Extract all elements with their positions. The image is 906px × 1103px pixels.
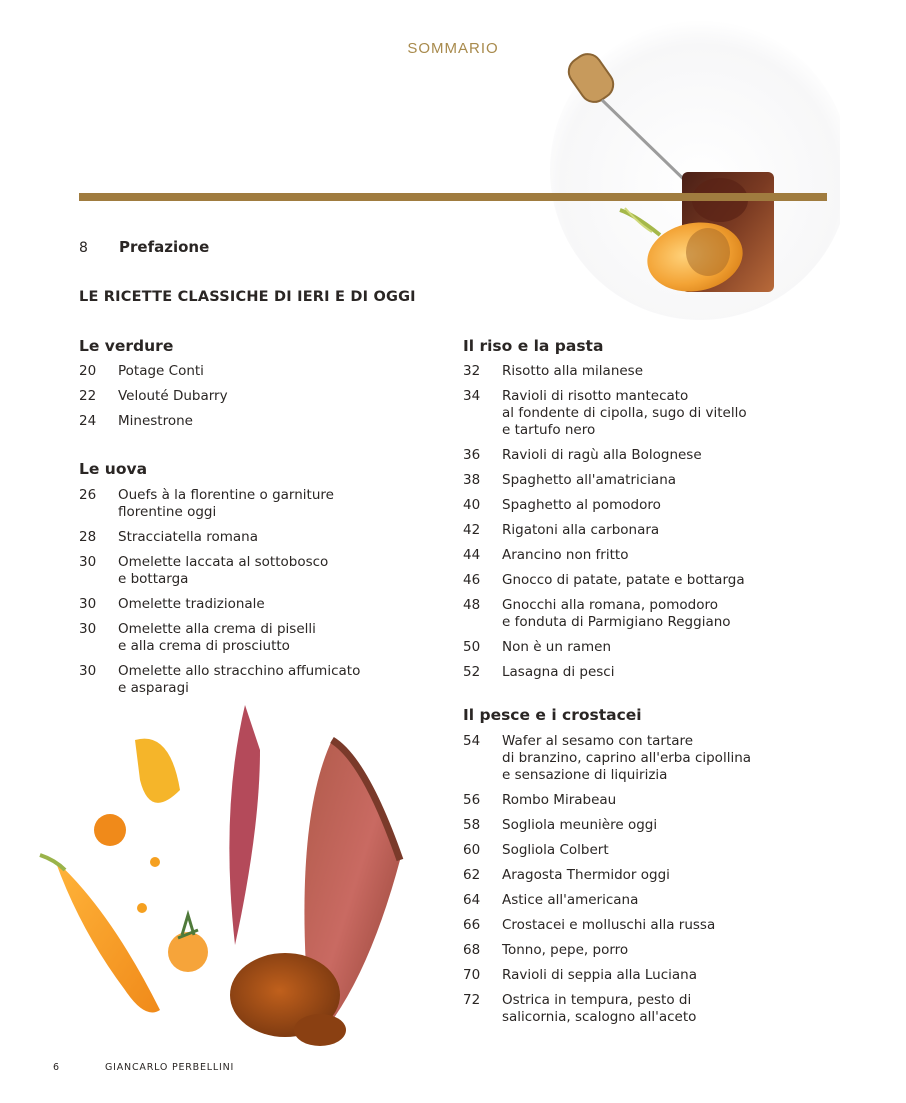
toc-entry-line: Arancino non fritto [502, 547, 629, 563]
section-title-verdure: Le verdure [79, 337, 174, 355]
toc-entry [79, 529, 409, 546]
toc-entry-page: 34 [463, 388, 481, 404]
toc-entry-line: salicornia, scalogno all'aceto [502, 1009, 697, 1025]
toc-entry-title [502, 917, 772, 934]
toc-entry-title [502, 547, 772, 564]
toc-entry-title [502, 967, 772, 984]
toc-entry-title [502, 522, 772, 539]
toc-entry-page: 26 [79, 487, 97, 503]
toc-entry [463, 792, 793, 809]
toc-entry [463, 497, 793, 514]
toc-entry [463, 867, 793, 884]
toc-entry-title [118, 529, 388, 546]
toc-entry-page: 44 [463, 547, 481, 563]
toc-entry-page: 32 [463, 363, 481, 379]
toc-entry-page: 62 [463, 867, 481, 883]
toc-entry [463, 967, 793, 984]
toc-entry-line: Crostacei e molluschi alla russa [502, 917, 716, 933]
section-title-riso: Il riso e la pasta [463, 337, 604, 355]
toc-entry-line: Wafer al sesamo con tartare [502, 733, 694, 749]
toc-entry [463, 639, 793, 656]
toc-entry [463, 472, 793, 489]
toc-entry-line: Ravioli di ragù alla Bolognese [502, 447, 702, 463]
toc-entry [463, 522, 793, 539]
toc-entry [463, 597, 793, 631]
toc-entry [463, 664, 793, 681]
toc-entry-title [502, 664, 772, 681]
toc-entry-page: 48 [463, 597, 481, 613]
toc-entry-title [502, 942, 772, 959]
page-title: SOMMARIO [407, 40, 499, 57]
toc-entry-page: 24 [79, 413, 97, 429]
header-divider [79, 193, 827, 201]
section-title-pesce: Il pesce e i crostacei [463, 706, 642, 724]
toc-entry-title [502, 497, 772, 514]
toc-entry [463, 892, 793, 909]
toc-entry [463, 917, 793, 934]
toc-entry-title [502, 597, 772, 631]
toc-entry-page: 66 [463, 917, 481, 933]
toc-entry-page: 54 [463, 733, 481, 749]
toc-entry-page: 72 [463, 992, 481, 1008]
toc-entry-page: 30 [79, 596, 97, 612]
toc-entry-page: 40 [463, 497, 481, 513]
toc-entry [463, 447, 793, 464]
toc-entry [79, 621, 409, 655]
toc-entry-title [502, 572, 772, 589]
toc-entry-line: Ouefs à la florentine o garniture [118, 487, 334, 503]
toc-entry-line: Ravioli di risotto mantecato [502, 388, 689, 404]
toc-entry-page: 56 [463, 792, 481, 808]
toc-entry-line: Astice all'americana [502, 892, 639, 908]
toc-entry [463, 547, 793, 564]
toc-entry-page: 60 [463, 842, 481, 858]
toc-entry-page: 64 [463, 892, 481, 908]
toc-entry-title [502, 867, 772, 884]
toc-entry-line: e alla crema di prosciutto [118, 638, 290, 654]
toc-entry-page: 46 [463, 572, 481, 588]
toc-entry-line: Omelette alla crema di piselli [118, 621, 316, 637]
toc-entry [463, 817, 793, 834]
toc-entry-line: Gnocchi alla romana, pomodoro [502, 597, 718, 613]
footer-page-number: 6 [53, 1062, 60, 1073]
toc-entry-title [118, 363, 388, 380]
toc-entry-line: Omelette allo stracchino affumicato [118, 663, 361, 679]
toc-entry-page: 30 [79, 621, 97, 637]
toc-entry-line: e asparagi [118, 680, 189, 696]
toc-entry-page: 42 [463, 522, 481, 538]
toc-entry-line: e sensazione di liquirizia [502, 767, 668, 783]
toc-entry-title [502, 447, 772, 464]
toc-entry-title [502, 842, 772, 859]
toc-entry-line: e tartufo nero [502, 422, 596, 438]
toc-entry-page: 68 [463, 942, 481, 958]
toc-entry-line: Spaghetto all'amatriciana [502, 472, 677, 488]
toc-entry-title [118, 621, 388, 655]
toc-entry-line: Velouté Dubarry [118, 388, 228, 404]
toc-entry [463, 842, 793, 859]
toc-entry [463, 942, 793, 959]
toc-entry-page: 22 [79, 388, 97, 404]
toc-entry-line: florentine oggi [118, 504, 217, 520]
toc-entry-line: Rombo Mirabeau [502, 792, 617, 808]
toc-entry-line: Ravioli di seppia alla Luciana [502, 967, 698, 983]
toc-entry-page: 52 [463, 664, 481, 680]
toc-entry-line: Stracciatella romana [118, 529, 258, 545]
toc-entry-line: Gnocco di patate, patate e bottarga [502, 572, 745, 588]
toc-entry [79, 363, 409, 380]
toc-entry-page: 38 [463, 472, 481, 488]
toc-entry-title [118, 487, 388, 521]
major-section-title: LE RICETTE CLASSICHE DI IERI E DI OGGI [79, 289, 416, 305]
toc-entry-title [118, 413, 388, 430]
footer-author: GIANCARLO PERBELLINI [105, 1062, 235, 1073]
toc-entry-line: Rigatoni alla carbonara [502, 522, 660, 538]
toc-entry-title [118, 388, 388, 405]
toc-entry-page: 58 [463, 817, 481, 833]
toc-entry-line: e bottarga [118, 571, 189, 587]
toc-entry [79, 413, 409, 430]
toc-entry [463, 992, 793, 1026]
preface-entry [79, 238, 209, 256]
section-title-uova: Le uova [79, 460, 148, 478]
toc-entry-page: 28 [79, 529, 97, 545]
duck-dish-photo [20, 690, 440, 1090]
toc-entry [463, 388, 793, 439]
toc-entry-title [502, 388, 772, 439]
toc-entry-line: al fondente di cipolla, sugo di vitello [502, 405, 747, 421]
toc-entry-page: 50 [463, 639, 481, 655]
toc-entry-title [118, 596, 388, 613]
toc-entry-page: 30 [79, 554, 97, 570]
toc-entry-title [502, 733, 772, 784]
toc-entry-title [502, 472, 772, 489]
toc-entry-line: Tonno, pepe, porro [502, 942, 629, 958]
toc-entry [463, 733, 793, 784]
toc-entry-line: Omelette tradizionale [118, 596, 265, 612]
toc-entry-title [502, 363, 772, 380]
toc-entry [463, 572, 793, 589]
toc-entry-line: Ostrica in tempura, pesto di [502, 992, 692, 1008]
toc-entry-page: 36 [463, 447, 481, 463]
toc-entry-line: Sogliola Colbert [502, 842, 609, 858]
toc-entry [79, 596, 409, 613]
preface-title: Prefazione [119, 238, 210, 256]
preface-page: 8 [79, 240, 88, 256]
toc-entry-line: e fonduta di Parmigiano Reggiano [502, 614, 731, 630]
toc-entry-line: Omelette laccata al sottobosco [118, 554, 329, 570]
toc-entry-page: 70 [463, 967, 481, 983]
toc-entry-line: Minestrone [118, 413, 193, 429]
toc-entry-title [502, 639, 772, 656]
toc-entry-title [502, 792, 772, 809]
toc-entry [79, 554, 409, 588]
toc-entry-page: 30 [79, 663, 97, 679]
toc-entry-line: Sogliola meunière oggi [502, 817, 658, 833]
toc-entry-line: Potage Conti [118, 363, 204, 379]
toc-entry-title [118, 554, 388, 588]
toc-entry-title [502, 892, 772, 909]
toc-entry-line: Spaghetto al pomodoro [502, 497, 661, 513]
toc-entry-line: Aragosta Thermidor oggi [502, 867, 670, 883]
toc-entry-title [502, 817, 772, 834]
toc-entry [463, 363, 793, 380]
toc-entry-page: 20 [79, 363, 97, 379]
toc-entry-line: Lasagna di pesci [502, 664, 615, 680]
toc-entry [79, 487, 409, 521]
dessert-photo [540, 20, 840, 320]
toc-entry-line: di branzino, caprino all'erba cipollina [502, 750, 752, 766]
toc-entry [79, 388, 409, 405]
toc-entry-line: Non è un ramen [502, 639, 612, 655]
toc-entry-line: Risotto alla milanese [502, 363, 644, 379]
toc-entry-title [502, 992, 772, 1026]
